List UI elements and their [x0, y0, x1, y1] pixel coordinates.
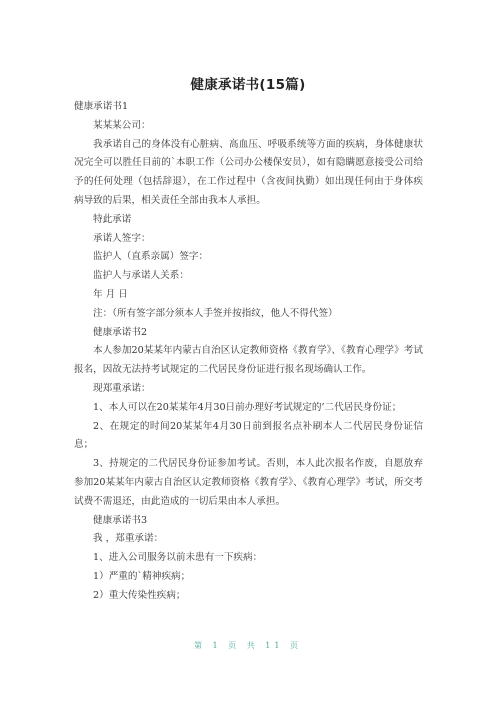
- signature-line: 承诺人签字：: [93, 232, 151, 244]
- document-body: [74, 98, 423, 606]
- signature-line: 监护人（直系亲属）签字：: [93, 251, 209, 263]
- list-item: 3、持规定的二代居民身份证参加考试。否则，本人此次报名作废，自愿放弃参加20某某年内蒙古自治区认定教师资格《教育学》、《教育心理学》考试，所交考试费不需退还，由此造成的一切后果由本人承担。: [74, 458, 423, 507]
- paragraph: 现郑重承诺：: [93, 382, 151, 394]
- signature-line: 监护人与承诺人关系：: [93, 270, 189, 282]
- paragraph: 我 ，郑重承诺：: [93, 533, 164, 545]
- section-heading: 健康承诺书3: [93, 514, 148, 526]
- section-heading: 健康承诺书1: [74, 101, 129, 112]
- list-item: 2、在规定的时间20某某年4月30日前到报名点补刷本人二代居民身份证信息；: [74, 420, 423, 451]
- paragraph: 本人参加20某某年内蒙古自治区认定教师资格《教育学》、《教育心理学》考试报名，因故无法持考试规定的二代居民身份证进行报名现场确认工作。: [74, 345, 423, 376]
- document-title: 健康承诺书(15篇): [190, 77, 306, 93]
- paragraph: 特此承诺: [93, 213, 132, 225]
- note-paragraph: 注：（所有签字部分须本人手签并按指纹，他人不得代签）: [93, 307, 338, 319]
- list-item: 2）重大传染性疾病；: [93, 589, 186, 601]
- date-line: 年 月 日: [93, 288, 128, 300]
- paragraph: 我承诺自己的身体没有心脏病、高血压、呼吸系统等方面的疾病，身体健康状况完全可以胜任目前的`本职工作（公司办公楼保安员），如有隐瞒愿意接受公司给予的任何处理（包括辞退），在工作过程中（含夜间执勤）如出现任何由于身体疾病导致的后果，相关责任全部由我本人承担。: [74, 138, 423, 206]
- list-item: 1、本人可以在20某某年4月30日前办理好考试规定的’二代居民身份证；: [93, 401, 402, 413]
- page-number-footer: 第 1 页 共 11 页: [194, 641, 302, 650]
- paragraph: 某某某公司：: [93, 119, 151, 131]
- section-heading: 健康承诺书2: [93, 326, 148, 338]
- list-item: 1）严重的`精神疾病；: [93, 570, 191, 582]
- list-item: 1、进入公司服务以前未患有一下疾病：: [93, 552, 263, 564]
